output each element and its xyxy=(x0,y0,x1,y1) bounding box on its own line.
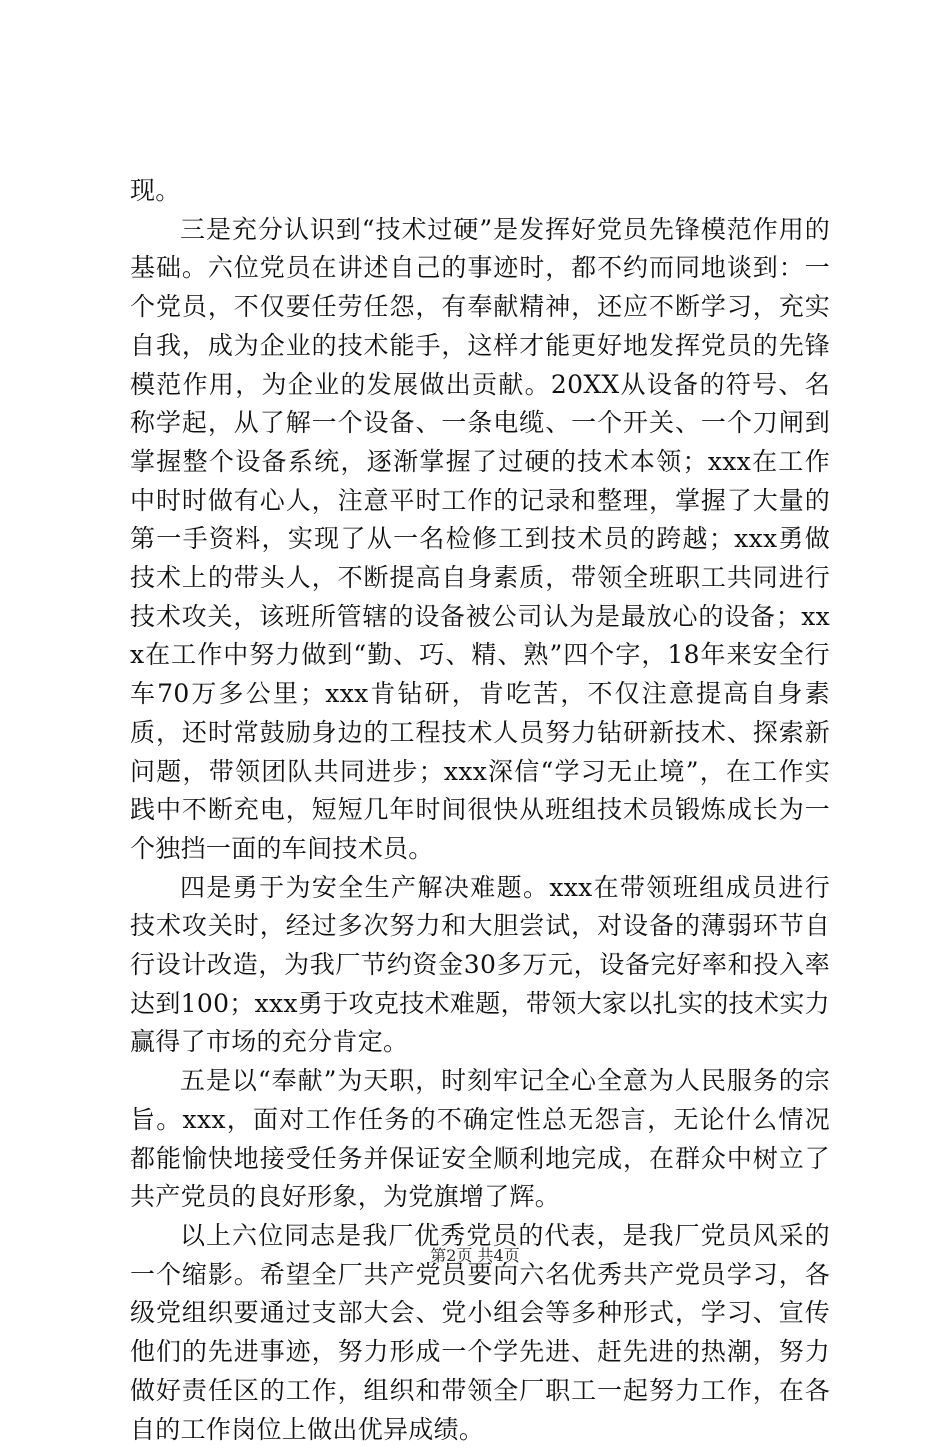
paragraph-continuation: 现。 xyxy=(130,176,181,205)
paragraph-safety-production: 四是勇于为安全生产解决难题。xxx在带领班组成员进行技术攻关时，经过多次努力和大胆尝试，对设备的薄弱环节自行设计改造，为我厂节约资金30多万元，设备完好率和投入率达到100；xxx勇于攻克技术难题，带领大家以扎实的技术实力赢得了市场的充分肯定。 xyxy=(130,872,830,1057)
paragraph-conclusion: 以上六位同志是我厂优秀党员的代表，是我厂党员风采的一个缩影。希望全厂共产党员要向六名优秀共产党员学习，各级党组织要通过支部大会、党小组会等多种形式，学习、宣传他们的先进事迹，努力形成一个学先进、赶先进的热潮，努力做好责任区的工作，组织和带领全厂职工一起努力工作，在各自的工作岗位上做出优异成绩。 xyxy=(130,1220,830,1444)
paragraph-dedication: 五是以“奉献”为天职，时刻牢记全心全意为人民服务的宗旨。xxx，面对工作任务的不确定性总无怨言，无论什么情况都能愉快地接受任务并保证安全顺利地完成，在群众中树立了共产党员的良好形象，为党旗增了辉。 xyxy=(130,1066,830,1212)
paragraph-technical-skill: 三是充分认识到“技术过硬”是发挥好党员先锋模范作用的基础。六位党员在讲述自己的事迹时，都不约而同地谈到：一个党员，不仅要任劳任怨，有奉献精神，还应不断学习，充实自我，成为企业的技术能手，这样才能更好地发挥党员的先锋模范作用，为企业的发展做出贡献。20XX从设备的符号、名称学起，从了解一个设备、一条电缆、一个开关、一个刀闸到掌握整个设备系统，逐渐掌握了过硬的技术本领；xxx在工作中时时做有心人，注意平时工作的记录和整理，掌握了大量的第一手资料，实现了从一名检修工到技术员的跨越；xxx勇做技术上的带头人，不断提高自身素质，带领全班职工共同进行技术攻关，该班所管辖的设备被公司认为是最放心的设备；xxx在工作中努力做到“勤、巧、精、熟”四个字，18年来安全行车70万多公里；xxx肯钻研，肯吃苦，不仅注意提高自身素质，还时常鼓励身边的工程技术人员努力钻研新技术、探索新问题，带领团队共同进步；xxx深信“学习无止境”，在工作实践中不断充电，短短几年时间很快从班组技术员锻炼成长为一个独挡一面的车间技术员。 xyxy=(130,214,830,863)
page-number-footer: 第2页 共4页 xyxy=(430,1246,520,1265)
